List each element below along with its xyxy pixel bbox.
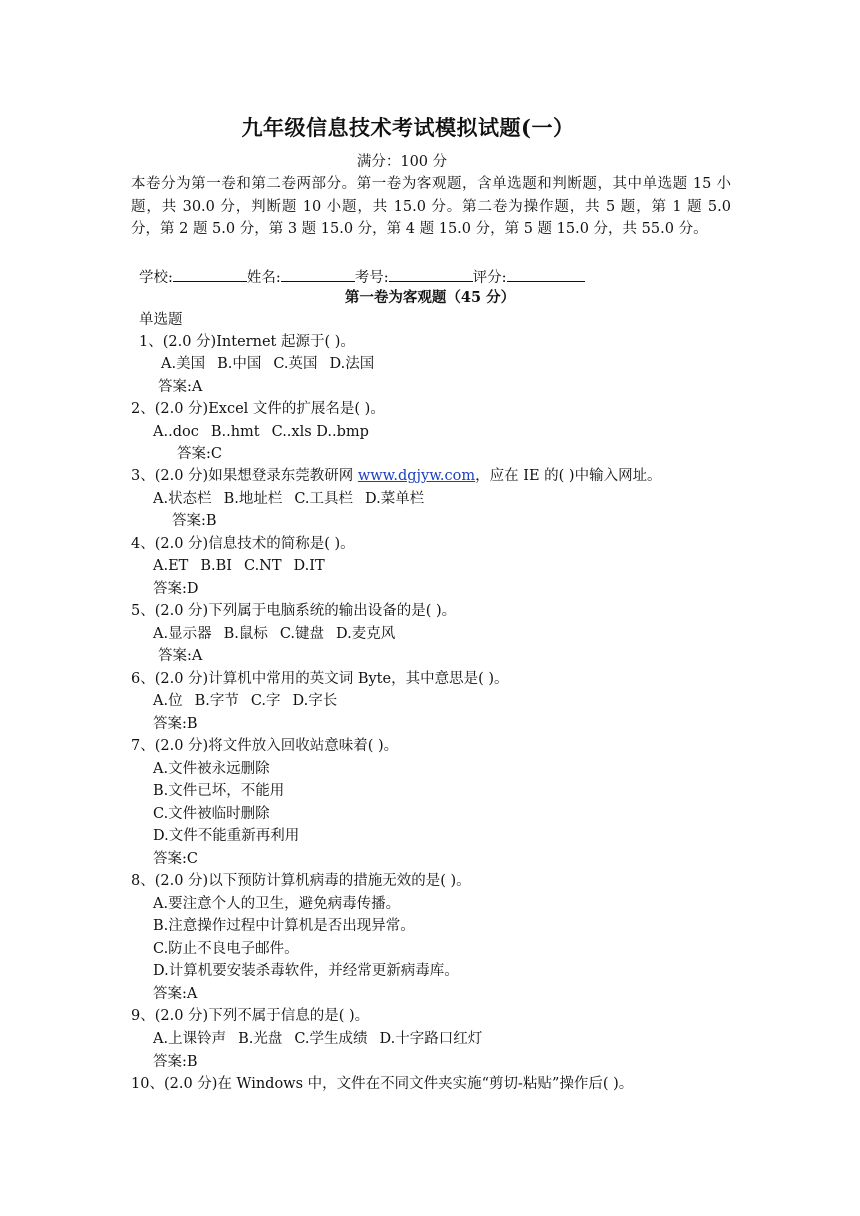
- exam-no-blank: [389, 266, 473, 282]
- answer: 答案:A: [158, 648, 203, 664]
- school-blank: [173, 266, 247, 282]
- option: A..doc: [153, 424, 199, 440]
- school-label: 学校:: [139, 270, 173, 286]
- answer: 答案:B: [153, 716, 198, 732]
- option: B.文件已坏，不能用: [153, 783, 285, 799]
- intro-paragraph: 本卷分为第一卷和第二卷两部分。第一卷为客观题，含单选题和判断题，其中单选题 15 小题，共 30.0 分，判断题 10 小题，共 15.0 分。第二卷为操作题，共 5 题，第 1 题 5.0 分，第 2 题 5.0 分，第 3 题 15.0 分，第 4 题 15.0 分，第 5 题 15.0 分，共 55.0 分。: [131, 176, 731, 237]
- option: B.BI: [200, 558, 232, 574]
- question-stem: 9、(2.0 分)下列不属于信息的是( )。: [131, 1008, 370, 1024]
- option: D.计算机要安装杀毒软件，并经常更新病毒库。: [153, 963, 459, 979]
- option: B.字节: [194, 693, 239, 709]
- options-row: [153, 691, 349, 711]
- question-stem: 7、(2.0 分)将文件放入回收站意味着( )。: [131, 738, 399, 754]
- question-stem: 5、(2.0 分)下列属于电脑系统的输出设备的是( )。: [131, 603, 457, 619]
- answer: 答案:B: [153, 1054, 198, 1070]
- name-label: 姓名:: [246, 270, 281, 286]
- option: C.学生成绩: [294, 1031, 368, 1047]
- option: C.字: [250, 693, 281, 709]
- answer: 答案:A: [153, 986, 198, 1002]
- option: B.光盘: [238, 1031, 283, 1047]
- exam-no-label: 考号:: [354, 270, 389, 286]
- option: C.键盘: [279, 626, 325, 642]
- section-subtitle: 单选题: [139, 312, 183, 328]
- option: C.英国: [273, 356, 318, 372]
- option: D.文件不能重新再利用: [153, 828, 300, 844]
- option: D.十字路口红灯: [379, 1031, 483, 1047]
- option: C.防止不良电子邮件。: [153, 941, 299, 957]
- option: B.中国: [217, 356, 262, 372]
- options-row: [153, 422, 381, 442]
- question-stem: 4、(2.0 分)信息技术的简称是( )。: [131, 536, 355, 552]
- option: D.法国: [329, 356, 375, 372]
- grade-label: 评分:: [472, 270, 507, 286]
- stem-text: 3、(2.0 分)如果想登录东莞教研网: [131, 468, 358, 484]
- option: C..xls D..bmp: [271, 424, 369, 440]
- options-row: [153, 1029, 494, 1049]
- option: A.状态栏: [153, 491, 212, 507]
- section-title: 第一卷为客观题（45 分）: [344, 289, 516, 306]
- question-stem: 10、(2.0 分)在 Windows 中，文件在不同文件夹实施“剪切-粘贴”操作后( )。: [131, 1076, 634, 1092]
- options-row: [153, 556, 337, 576]
- option: D.麦克风: [336, 626, 396, 642]
- option: D.菜单栏: [365, 491, 425, 507]
- option: A.上课铃声: [153, 1031, 227, 1047]
- name-blank: [281, 266, 355, 282]
- page-title: 九年级信息技术考试模拟试题(一）: [241, 115, 575, 140]
- option: A.ET: [153, 558, 189, 574]
- option: D.字长: [292, 693, 338, 709]
- option: D.IT: [293, 558, 325, 574]
- answer: 答案:C: [177, 446, 222, 462]
- question-stem: 8、(2.0 分)以下预防计算机病毒的措施无效的是( )。: [131, 873, 471, 889]
- full-score: 满分：100 分: [356, 154, 448, 170]
- options-row: [153, 489, 436, 509]
- option: B.鼠标: [223, 626, 268, 642]
- stem-text: ，应在 IE 的( )中输入网址。: [475, 468, 662, 484]
- option: B.注意操作过程中计算机是否出现异常。: [153, 918, 415, 934]
- info-fields: [139, 266, 585, 288]
- grade-blank: [507, 266, 585, 282]
- options-row: [153, 624, 407, 644]
- option: C.工具栏: [294, 491, 354, 507]
- option: C.NT: [244, 558, 282, 574]
- option: A.位: [153, 693, 183, 709]
- question-stem: 1、(2.0 分)Internet 起源于( )。: [139, 334, 355, 350]
- answer: 答案:C: [153, 851, 198, 867]
- option: C.文件被临时删除: [153, 806, 270, 822]
- question-stem: 6、(2.0 分)计算机中常用的英文词 Byte，其中意思是( )。: [131, 671, 509, 687]
- answer: 答案:D: [153, 581, 199, 597]
- website-link[interactable]: www.dgjyw.com: [357, 468, 476, 484]
- option: A.文件被永远删除: [153, 761, 270, 777]
- question-stem: [131, 466, 662, 486]
- option: A.显示器: [153, 626, 212, 642]
- option: A.要注意个人的卫生，避免病毒传播。: [153, 896, 401, 912]
- answer: 答案:B: [172, 513, 217, 529]
- options-row: [161, 354, 386, 374]
- option: A.美国: [161, 356, 206, 372]
- option: B.地址栏: [223, 491, 283, 507]
- answer: 答案:A: [158, 379, 203, 395]
- question-stem: 2、(2.0 分)Excel 文件的扩展名是( )。: [131, 401, 385, 417]
- option: B..hmt: [210, 424, 260, 440]
